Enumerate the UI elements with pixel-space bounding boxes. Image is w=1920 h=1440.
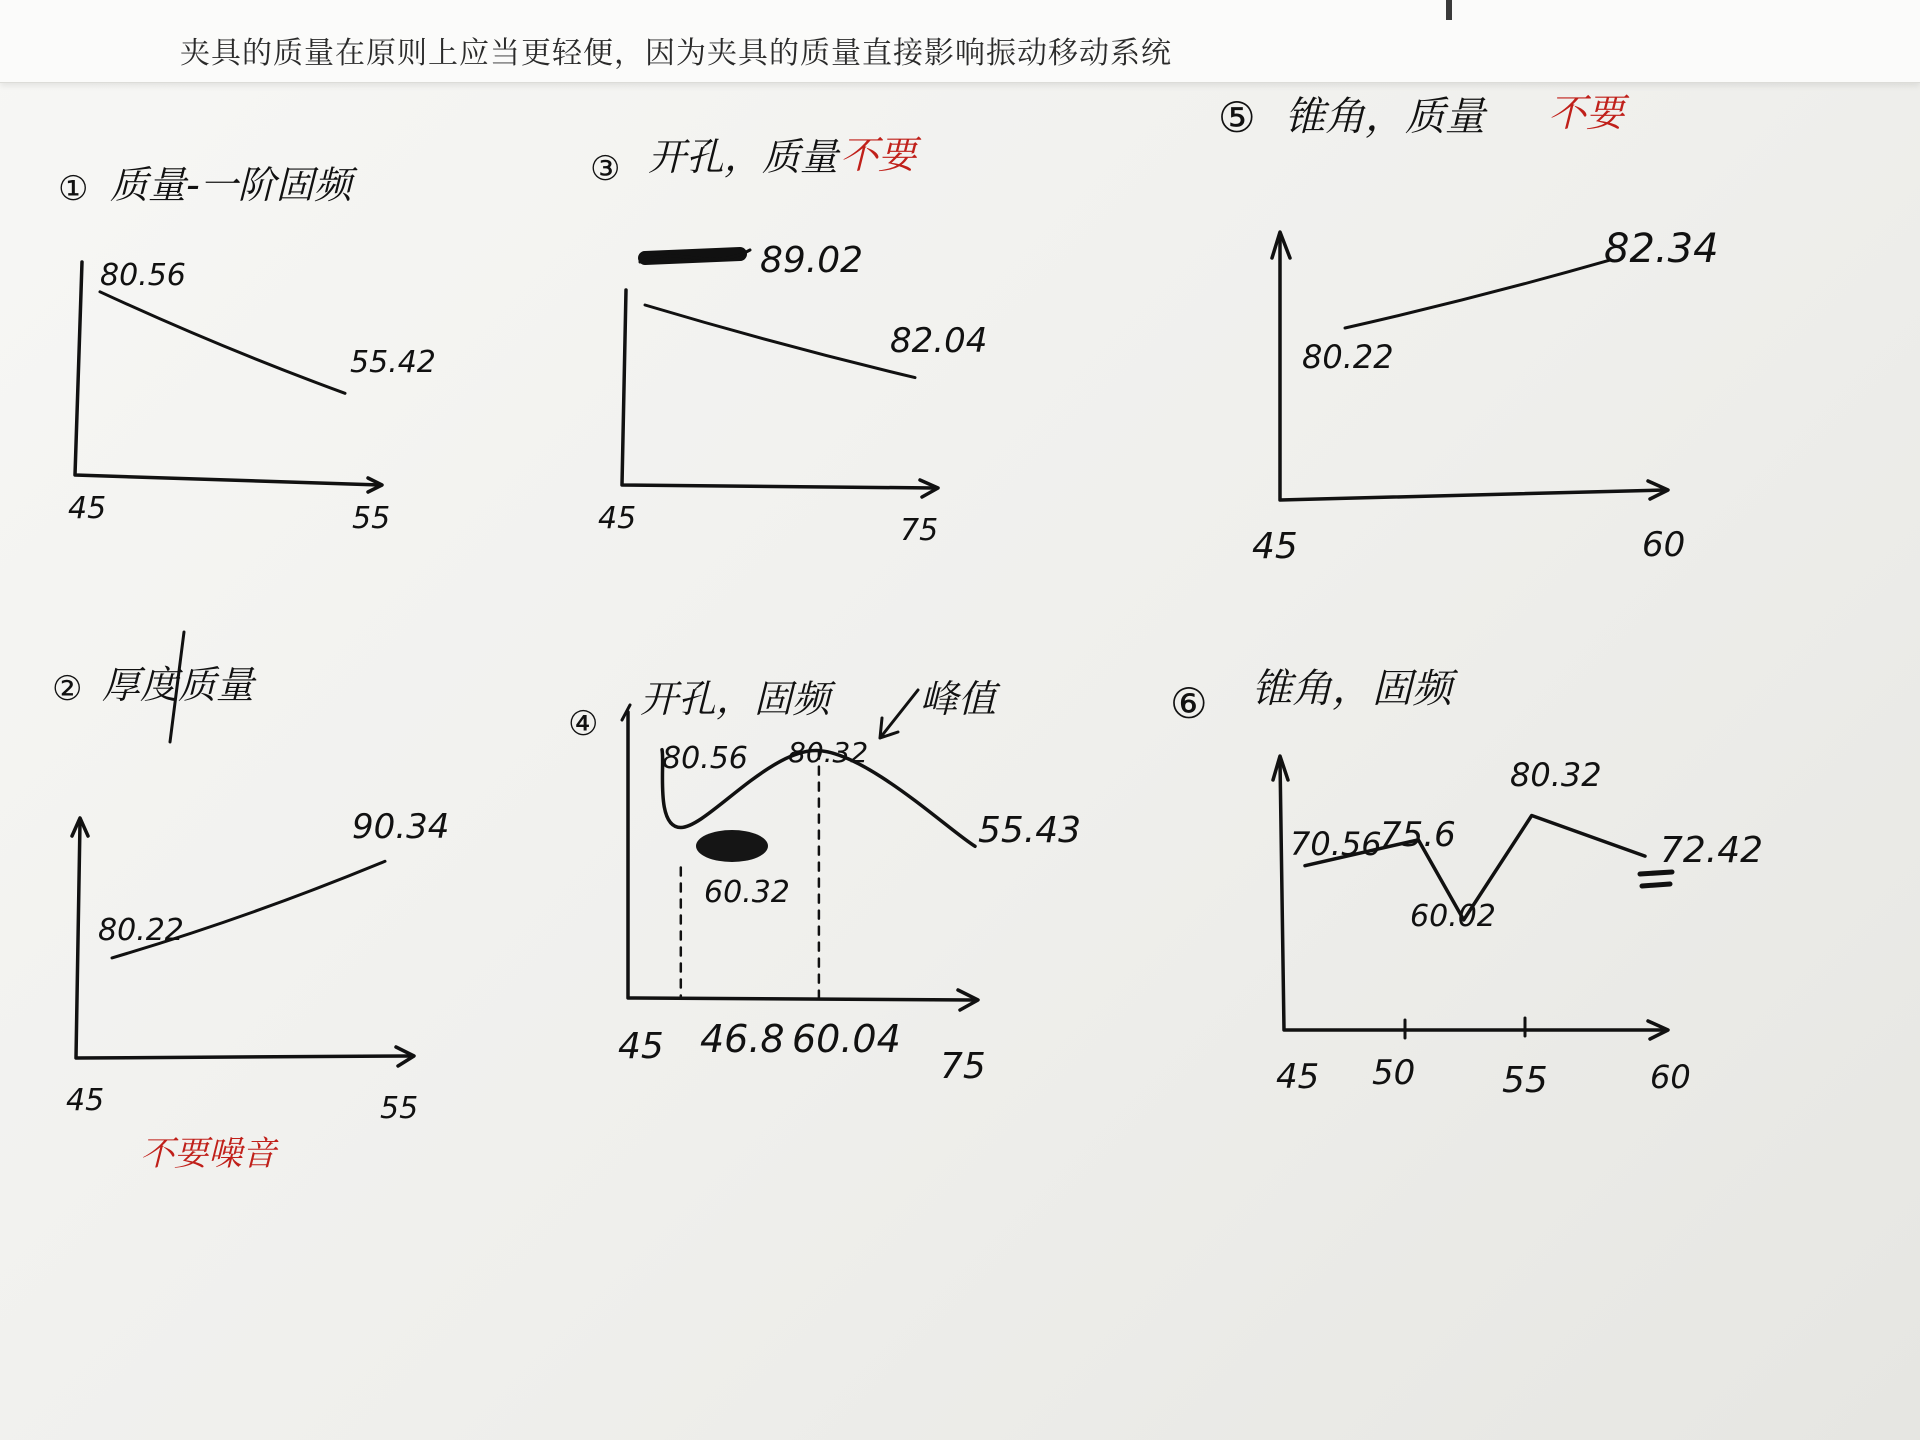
chart-6-axes — [1280, 760, 1665, 1030]
chart-2-x-tick-55: 55 — [380, 1091, 419, 1126]
chart-6-x-tick-50: 50 — [1372, 1053, 1416, 1093]
chart-3-axes — [622, 290, 935, 488]
chart-1-x-tick-55: 55 — [352, 501, 391, 536]
printed-text: 夹具的质量在原则上应当更轻便，因为夹具的质量直接影响振动移动系统 — [180, 36, 1172, 71]
chart-2-label-end: 90.34 — [352, 807, 450, 847]
chart-3-series-line — [645, 305, 915, 378]
chart-1-x-tick-45: 45 — [68, 491, 107, 526]
chart-4-x-tick-45: 45 — [618, 1026, 664, 1067]
chart-3-title-marker: ③ — [590, 149, 621, 189]
chart-6-label-3: 60.02 — [1410, 899, 1496, 934]
chart-4-x-tick-60-04: 60.04 — [792, 1017, 901, 1061]
chart-6-title-marker: ⑥ — [1170, 679, 1208, 728]
chart-4-label-end: 55.43 — [978, 810, 1082, 851]
chart-4-title-marker: ④ — [568, 704, 599, 744]
chart-6-label-4: 80.32 — [1510, 756, 1602, 794]
chart-5-series-line — [1345, 260, 1610, 328]
chart-6 — [1170, 666, 1763, 1101]
chart-1-label-start: 80.56 — [100, 258, 186, 293]
chart-4-title: 开孔，固频 — [640, 677, 831, 721]
chart-6-label-5: 72.42 — [1660, 830, 1764, 871]
chart-4-annotation: 峰值 — [920, 677, 997, 721]
chart-5-label-start: 80.22 — [1302, 338, 1394, 376]
chart-1-axes — [75, 262, 380, 485]
chart-2-label-start: 80.22 — [98, 913, 184, 948]
chart-1-title-marker: ① — [58, 169, 89, 209]
chart-2-x-tick-45: 45 — [66, 1083, 105, 1118]
chart-4-label-start: 80.56 — [662, 741, 748, 776]
chart-5-label-end: 82.34 — [1604, 226, 1719, 272]
chart-6-x-ticks — [1405, 1018, 1525, 1038]
chart-4-scribble — [696, 830, 768, 862]
chart-1-title: 质量-一阶固频 — [110, 163, 352, 207]
chart-3-title: 开孔，质量 — [648, 135, 839, 179]
chart-1 — [58, 163, 436, 536]
chart-3-title-note: 不要 — [840, 133, 917, 177]
chart-1-series-line — [100, 292, 345, 394]
chart-3-label-start: 89.02 — [760, 240, 864, 281]
chart-3 — [590, 133, 987, 548]
chart-3-x-tick-75: 75 — [900, 513, 939, 548]
chart-5 — [1218, 91, 1719, 567]
chart-3-x-tick-45: 45 — [598, 501, 637, 536]
chart-1-label-end: 55.42 — [350, 345, 436, 380]
chart-4-label-peak: 80.32 — [788, 736, 869, 769]
chart-5-title-note: 不要 — [1548, 91, 1625, 135]
chart-4-x-tick-75: 75 — [940, 1046, 986, 1087]
chart-6-x-tick-60: 60 — [1650, 1058, 1691, 1096]
chart-6-label-2: 75.6 — [1380, 815, 1456, 855]
chart-2-note: 不要噪音 — [140, 1134, 276, 1174]
chart-2-title-marker: ② — [52, 669, 83, 709]
chart-5-x-tick-60: 60 — [1642, 525, 1686, 565]
chart-4-label-min: 60.32 — [704, 875, 790, 910]
chart-4-annotation-arrow — [880, 690, 918, 738]
chart-5-x-tick-45: 45 — [1252, 526, 1298, 567]
chart-2-title: 厚度质量 — [102, 663, 255, 707]
chart-6-x-tick-55: 55 — [1502, 1060, 1548, 1101]
chart-4-x-tick-46-8: 46.8 — [700, 1017, 785, 1061]
chart-6-x-tick-45: 45 — [1276, 1057, 1320, 1097]
chart-2 — [52, 632, 449, 1174]
chart-4 — [568, 677, 1081, 1087]
chart-5-title-marker: ⑤ — [1218, 93, 1256, 142]
chart-6-scribble — [1640, 872, 1672, 886]
chart-6-label-1: 70.56 — [1290, 825, 1382, 863]
chart-6-title: 锥角，固频 — [1252, 666, 1452, 712]
chart-5-title: 锥角，质量 — [1285, 94, 1485, 140]
chart-3-label-end: 82.04 — [890, 321, 988, 361]
